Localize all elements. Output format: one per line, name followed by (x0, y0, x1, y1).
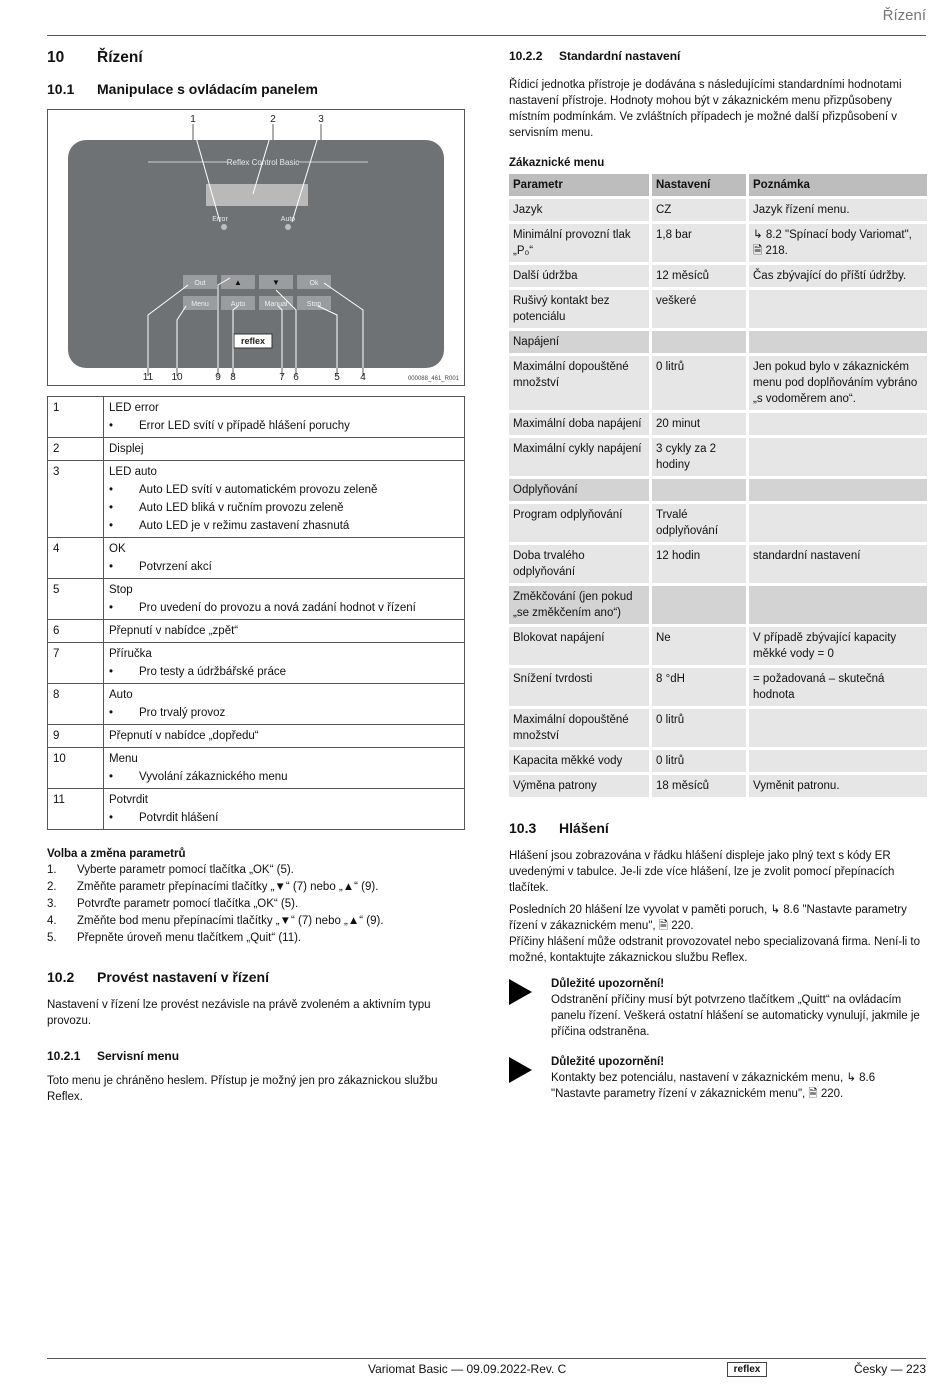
legend-title: Displej (109, 443, 144, 455)
notice-2-text: Kontakty bez potenciálu, nastavení v zákaznickém menu, ↳ 8.6 "Nastavte parametry řízení v zákaznickém menu", 🗎 220. (551, 1072, 876, 1100)
svg-text:Stop: Stop (306, 301, 322, 308)
table-cell: 12 hodin (652, 545, 746, 583)
legend-description (104, 397, 465, 438)
table-row (509, 627, 927, 665)
step-2: 2. Změňte parametr přepínacími tlačítky „▼“ (7) nebo „▲“ (9). (47, 881, 379, 893)
param-change-heading: Volba a změna parametrů (47, 848, 186, 860)
legend-bullet: • Auto LED je v režimu zastavení zhasnutá (109, 517, 459, 535)
bullet-icon: • (109, 502, 114, 514)
table-cell (652, 479, 746, 501)
control-panel-drawing (48, 110, 464, 385)
notice-arrow-icon (509, 976, 551, 1040)
table-cell: standardní nastavení (749, 545, 927, 583)
table-cell (749, 504, 927, 542)
callout-7: 7 (279, 372, 285, 383)
svg-text:Auto: Auto (230, 301, 246, 308)
led-auto-label: Auto (280, 216, 296, 223)
section-10-2-1-text: Toto menu je chráněno heslem. Přístup je možný jen pro zákaznickou službu Reflex. (47, 1075, 438, 1103)
table-row (509, 413, 927, 435)
callout-10: 10 (171, 372, 183, 383)
table-cell: 18 měsíců (652, 775, 746, 797)
legend-row (48, 579, 465, 620)
legend-bullet: • Auto LED svítí v automatickém provozu zeleně (109, 481, 459, 499)
table-cell: 3 cykly za 2 hodiny (652, 438, 746, 476)
legend-description (104, 684, 465, 725)
bullet-icon: • (109, 666, 114, 678)
table-row (509, 290, 927, 328)
step-3: 3. Potvrďte parametr pomocí tlačítka „OK“ (5). (47, 898, 299, 910)
bullet-icon: • (109, 707, 114, 719)
table-group-row (509, 586, 927, 624)
svg-text:Out: Out (194, 280, 206, 287)
svg-text:Manual: Manual (264, 301, 288, 308)
legend-description (104, 620, 465, 643)
table-cell (749, 479, 927, 501)
column-header: Nastavení (652, 174, 746, 196)
table-row (509, 224, 927, 262)
legend-row (48, 725, 465, 748)
section-10-2-2-text: Řídicí jednotka přístroje je dodávána s následujícími standardními hodnotami nastavení přístroje. Hodnoty mohou být v zákaznickém menu přizpůsobeny místním podmínkám. Ve zvláštních případech je možné další přizpůsobení v servisním menu. (509, 79, 902, 139)
table-cell: Doba trvalého odplyňování (509, 545, 649, 583)
table-cell: CZ (652, 199, 746, 221)
callout-2: 2 (270, 114, 276, 125)
table-cell: Minimální provozní tlak „P₀“ (509, 224, 649, 262)
table-cell (652, 586, 746, 624)
table-cell: = požadovaná – skutečná hodnota (749, 668, 927, 706)
legend-number: 3 (48, 461, 104, 538)
panel-title: Reflex Control Basic (226, 158, 300, 167)
table-cell: Program odplyňování (509, 504, 649, 542)
callout-9: 9 (215, 372, 221, 383)
customer-menu-table (506, 171, 930, 800)
callout-1: 1 (190, 114, 196, 125)
legend-bullet: • Pro uvedení do provozu a nová zadání hodnot v řízení (109, 599, 459, 617)
legend-bullet: • Auto LED bliká v ručním provozu zeleně (109, 499, 459, 517)
table-cell: Odplyňování (509, 479, 649, 501)
bullet-icon: • (109, 520, 114, 532)
legend-number: 8 (48, 684, 104, 725)
legend-title: LED auto (109, 466, 157, 478)
step-5: 5. Přepněte úroveň menu tlačítkem „Quit“ (11). (47, 932, 302, 944)
table-cell: Ne (652, 627, 746, 665)
callout-4: 4 (360, 372, 366, 383)
legend-row (48, 397, 465, 438)
table-cell (749, 290, 927, 328)
legend-number: 4 (48, 538, 104, 579)
table-cell: Výměna patrony (509, 775, 649, 797)
table-row (509, 668, 927, 706)
table-group-row (509, 479, 927, 501)
legend-number: 5 (48, 579, 104, 620)
section-10-3-heading: 10.3 Hlášení (509, 820, 609, 836)
legend-number: 10 (48, 748, 104, 789)
table-cell: Maximální doba napájení (509, 413, 649, 435)
table-cell: 12 měsíců (652, 265, 746, 287)
footer-page: Česky — 223 (853, 1362, 926, 1376)
legend-row (48, 684, 465, 725)
legend-number: 2 (48, 438, 104, 461)
table-cell (749, 438, 927, 476)
legend-number: 11 (48, 789, 104, 830)
table-cell (652, 331, 746, 353)
svg-text:▲: ▲ (234, 278, 242, 287)
legend-row (48, 789, 465, 830)
legend-title: OK (109, 543, 126, 555)
legend-bullet: • Potvrdit hlášení (109, 809, 459, 827)
left-column (47, 45, 465, 1111)
section-10-3-p3: Příčiny hlášení může odstranit provozovatel nebo specializovaná firma. Není-li to možné, kontaktujte zákaznickou službu Reflex. (509, 936, 921, 964)
bullet-icon: • (109, 602, 114, 614)
legend-number: 9 (48, 725, 104, 748)
legend-title: LED error (109, 402, 159, 414)
legend-bullet: • Error LED svítí v případě hlášení poruchy (109, 417, 459, 435)
step-4: 4. Změňte bod menu přepínacími tlačítky „▼“ (7) nebo „▲“ (9). (47, 915, 384, 927)
svg-text:reflex: reflex (240, 336, 266, 346)
table-row (509, 775, 927, 797)
table-row (509, 199, 927, 221)
table-cell: 0 litrů (652, 750, 746, 772)
legend-title: Přepnutí v nabídce „zpět“ (109, 625, 239, 637)
column-header: Poznámka (749, 174, 927, 196)
bullet-icon: • (109, 420, 114, 432)
table-cell: ↳ 8.2 "Spínací body Variomat", 🗎 218. (749, 224, 927, 262)
led-error-label: Error (212, 216, 228, 223)
legend-number: 1 (48, 397, 104, 438)
notice-1-text: Odstranění příčiny musí být potvrzeno tlačítkem „Quitt“ na ovládacím panelu řízení. Veškerá ostatní hlášení se automaticky vynulují, jakmile je příčina odstraněna. (551, 994, 920, 1038)
table-cell: Jazyk (509, 199, 649, 221)
table-cell: Maximální cykly napájení (509, 438, 649, 476)
section-10-2-heading: 10.2 Provést nastavení v řízení (47, 969, 269, 985)
table-cell: Vyměnit patronu. (749, 775, 927, 797)
table-cell (749, 586, 927, 624)
legend-description (104, 748, 465, 789)
table-cell (749, 750, 927, 772)
table-cell: Rušivý kontakt bez potenciálu (509, 290, 649, 328)
right-column (509, 45, 927, 1102)
table-row (509, 750, 927, 772)
legend-number: 7 (48, 643, 104, 684)
legend-row (48, 438, 465, 461)
table-header-row (509, 174, 927, 196)
table-cell: 8 °dH (652, 668, 746, 706)
table-row (509, 356, 927, 410)
led-auto (285, 224, 291, 230)
callout-5: 5 (334, 372, 340, 383)
header-rule (47, 35, 926, 36)
callout-3: 3 (318, 114, 324, 125)
table-cell: V případě zbývající kapacity měkké vody = 0 (749, 627, 927, 665)
legend-number: 6 (48, 620, 104, 643)
customer-menu-heading: Zákaznické menu (509, 157, 605, 169)
table-cell: Napájení (509, 331, 649, 353)
table-cell: Trvalé odplyňování (652, 504, 746, 542)
footer-logo: reflex (727, 1362, 767, 1377)
legend-title: Auto (109, 689, 133, 701)
table-row (509, 709, 927, 747)
legend-row (48, 748, 465, 789)
table-cell: 20 minut (652, 413, 746, 435)
table-cell: Blokovat napájení (509, 627, 649, 665)
table-cell (749, 709, 927, 747)
legend-row (48, 538, 465, 579)
svg-text:▼: ▼ (272, 278, 280, 287)
legend-title: Menu (109, 753, 138, 765)
bullet-icon: • (109, 484, 114, 496)
legend-description (104, 725, 465, 748)
section-10-3-p1: Hlášení jsou zobrazována v řádku hlášení displeje jako plný text s kódy ER uvedenými v tabulce. Je-li zde více hlášení, lze je zvolit pomocí přepínacích tlačítek. (509, 850, 895, 894)
table-cell: Maximální dopouštěné množství (509, 356, 649, 410)
footer-rule (47, 1358, 926, 1359)
table-cell: Jazyk řízení menu. (749, 199, 927, 221)
legend-description (104, 789, 465, 830)
table-cell: 0 litrů (652, 709, 746, 747)
footer-doc: Variomat Basic — 09.09.2022-Rev. C (368, 1362, 567, 1376)
legend-bullet: • Vyvolání zákaznického menu (109, 768, 459, 786)
table-row (509, 265, 927, 287)
table-cell: Další údržba (509, 265, 649, 287)
legend-row (48, 620, 465, 643)
svg-text:Ok: Ok (309, 280, 319, 287)
legend-row (48, 643, 465, 684)
led-error (221, 224, 227, 230)
notice-1 (509, 976, 927, 1040)
notice-2-title: Důležité upozornění! (551, 1056, 665, 1068)
section-10-3-p2: Posledních 20 hlášení lze vyvolat v paměti poruch, ↳ 8.6 "Nastavte parametry řízení v zákaznickém menu", 🗎 220. (509, 904, 907, 932)
legend-description (104, 461, 465, 538)
table-row (509, 545, 927, 583)
control-panel-figure (47, 109, 465, 386)
callout-11: 11 (142, 372, 154, 383)
table-cell: Snížení tvrdosti (509, 668, 649, 706)
table-cell: veškeré (652, 290, 746, 328)
table-cell: Maximální dopouštěné množství (509, 709, 649, 747)
table-cell: Čas zbývající do příští údržby. (749, 265, 927, 287)
table-group-row (509, 331, 927, 353)
callout-8: 8 (230, 372, 236, 383)
legend-bullet: • Potvrzení akcí (109, 558, 459, 576)
bullet-icon: • (109, 561, 114, 573)
table-row (509, 504, 927, 542)
section-10-heading: 10 Řízení (47, 49, 143, 66)
svg-text:Menu: Menu (191, 301, 209, 308)
figure-code: 000088_461_R001 (407, 376, 459, 382)
table-cell: 1,8 bar (652, 224, 746, 262)
table-cell: Jen pokud bylo v zákaznickém menu pod doplňováním vybráno „s vodoměrem ano“. (749, 356, 927, 410)
legend-description (104, 579, 465, 620)
table-row (509, 438, 927, 476)
display-screen (206, 184, 308, 206)
section-10-1-heading: 10.1 Manipulace s ovládacím panelem (47, 81, 318, 97)
legend-title: Přepnutí v nabídce „dopředu“ (109, 730, 259, 742)
table-cell: Změkčování (jen pokud „se změkčením ano“) (509, 586, 649, 624)
table-cell (749, 331, 927, 353)
legend-description (104, 438, 465, 461)
param-change-steps (47, 862, 465, 947)
bullet-icon: • (109, 812, 114, 824)
legend-description (104, 643, 465, 684)
table-cell (749, 413, 927, 435)
column-header: Parametr (509, 174, 649, 196)
legend-table (47, 396, 465, 830)
legend-title: Potvrdit (109, 794, 148, 806)
legend-bullet: • Pro testy a údržbářské práce (109, 663, 459, 681)
table-cell: 0 litrů (652, 356, 746, 410)
running-header: Řízení (882, 7, 926, 24)
notice-2 (509, 1054, 927, 1102)
legend-row (48, 461, 465, 538)
section-10-2-text: Nastavení v řízení lze provést nezávisle na právě zvoleném a aktivním typu provozu. (47, 999, 431, 1027)
notice-arrow-icon (509, 1054, 551, 1102)
section-10-2-1-heading: 10.2.1 Servisní menu (47, 1049, 180, 1063)
section-10-2-2-heading: 10.2.2 Standardní nastavení (509, 49, 681, 63)
callout-6: 6 (293, 372, 299, 383)
legend-description (104, 538, 465, 579)
bullet-icon: • (109, 771, 114, 783)
step-1: 1. Vyberte parametr pomocí tlačítka „OK“ (5). (47, 864, 294, 876)
legend-bullet: • Pro trvalý provoz (109, 704, 459, 722)
legend-title: Stop (109, 584, 133, 596)
table-cell: Kapacita měkké vody (509, 750, 649, 772)
legend-title: Příručka (109, 648, 152, 660)
notice-1-title: Důležité upozornění! (551, 978, 665, 990)
